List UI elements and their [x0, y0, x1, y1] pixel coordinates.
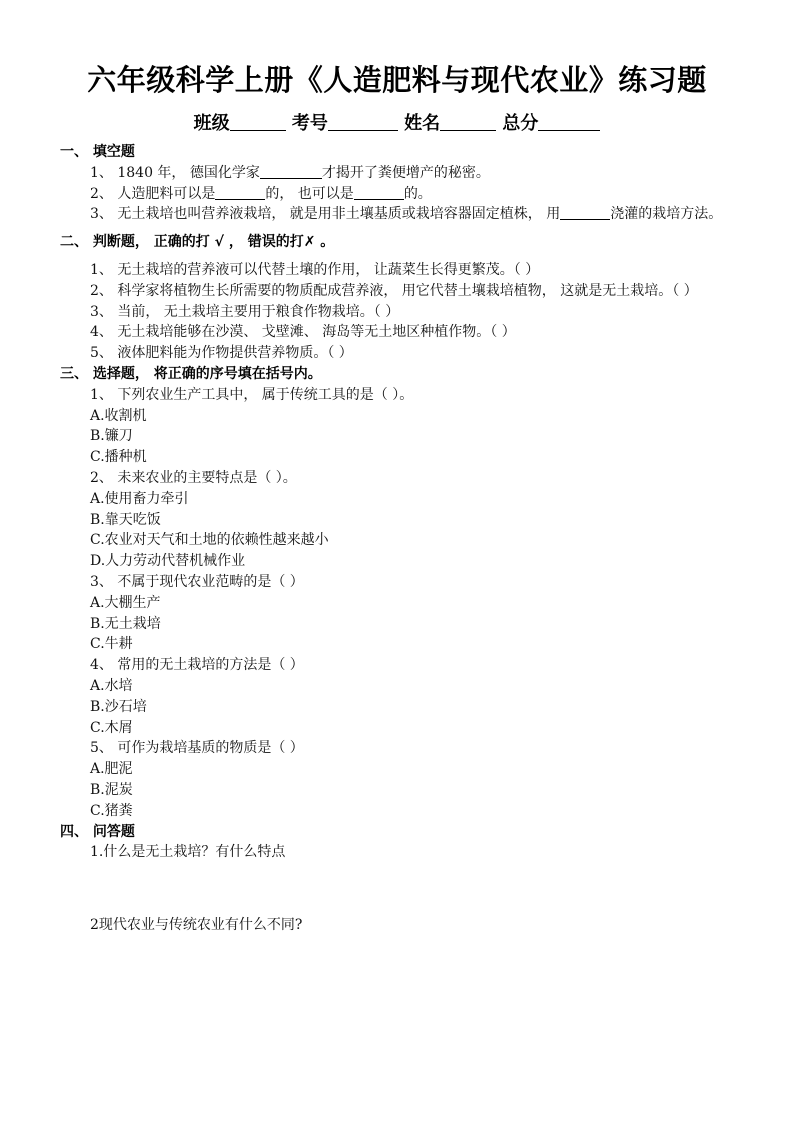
judge-item-2: 2、 科学家将植物生长所需要的物质配成营养液， 用它代替土壤栽培植物， 这就是无土栽培。（ ）	[90, 282, 698, 299]
choice-question-5: 5、 可作为栽培基质的物质是（ ）	[90, 740, 304, 757]
choice-1-option-c: C.播种机	[90, 449, 147, 466]
qa-answer-space-1[interactable]	[60, 863, 736, 915]
section-qa-heading: 四、 问答题	[60, 823, 135, 840]
name-label: 姓名	[404, 113, 441, 134]
choice-5-option-b: B.泥炭	[90, 781, 133, 798]
fill-question-3: 3、 无土栽培也叫营养液栽培， 就是用非土壤基质或栽培容器固定植株， 用 浇灌的栽培方法。	[90, 206, 723, 223]
choice-question-1: 1、 下列农业生产工具中， 属于传统工具的是（ ）。	[90, 386, 414, 403]
choice-2-option-a: A.使用畜力牵引	[90, 490, 189, 507]
choice-4-option-b: B.沙石培	[90, 698, 147, 715]
fill-blank-1[interactable]	[260, 163, 322, 179]
fill-question-2: 2、 人造肥料可以是 的， 也可以是 的。	[90, 185, 432, 202]
choice-5-option-a: A.肥泥	[90, 761, 133, 778]
choice-2-option-d: D.人力劳动代替机械作业	[90, 553, 246, 570]
exam-no-label: 考号	[291, 113, 328, 134]
choice-2-option-c: C.农业对天气和土地的依赖性越来越小	[90, 532, 329, 549]
score-blank[interactable]	[538, 112, 600, 131]
fill-question-1: 1、 1840 年， 德国化学家 才揭开了粪便增产的秘密。	[90, 164, 490, 181]
choice-2-option-b: B.靠天吃饭	[90, 511, 161, 528]
student-info-line	[0, 111, 794, 137]
choice-question-4: 4、 常用的无土栽培的方法是（ ）	[90, 657, 304, 674]
choice-3-option-b: B.无土栽培	[90, 615, 161, 632]
section-true-false-heading: 二、 判断题， 正确的打 √ ， 错误的打✗ 。	[60, 234, 335, 251]
section-fill-in-heading: 一、 填空题	[60, 144, 135, 160]
fill-blank-2b[interactable]	[354, 184, 404, 200]
class-blank[interactable]	[230, 112, 286, 131]
score-label: 总分	[502, 113, 539, 134]
choice-3-option-a: A.大棚生产	[90, 594, 161, 611]
choice-question-3: 3、 不属于现代农业范畴的是（ ）	[90, 573, 304, 590]
qa-question-2: 2现代农业与传统农业有什么不同?	[90, 917, 303, 934]
qa-question-1: 1.什么是无土栽培？有什么特点	[90, 844, 286, 861]
fill-blank-3[interactable]	[560, 204, 610, 220]
choice-1-option-a: A.收割机	[90, 407, 147, 424]
judge-item-1: 1、 无土栽培的营养液可以代替土壤的作用， 让蔬菜生长得更繁茂。（ ）	[90, 261, 540, 278]
worksheet-content	[60, 142, 736, 936]
section-choice-heading: 三、 选择题， 将正确的序号填在括号内。	[60, 365, 322, 382]
choice-question-2: 2、 未来农业的主要特点是（ ）。	[90, 469, 297, 486]
choice-4-option-c: C.木屑	[90, 719, 133, 736]
choice-5-option-c: C.猪粪	[90, 802, 133, 819]
judge-item-5: 5、 液体肥料能为作物提供营养物质。（ ）	[90, 345, 353, 362]
choice-1-option-b: B.镰刀	[90, 428, 133, 445]
class-label: 班级	[193, 113, 230, 134]
name-blank[interactable]	[440, 112, 496, 131]
judge-item-4: 4、 无土栽培能够在沙漠、 戈壁滩、 海岛等无土地区种植作物。（ ）	[90, 324, 516, 341]
judge-item-3: 3、 当前， 无土栽培主要用于粮食作物栽培。（ ）	[90, 303, 400, 320]
fill-blank-2a[interactable]	[215, 184, 265, 200]
choice-3-option-c: C.牛耕	[90, 636, 133, 653]
choice-4-option-a: A.水培	[90, 677, 133, 694]
worksheet-title: 六年级科学上册《人造肥料与现代农业》练习题	[87, 63, 707, 97]
exam-no-blank[interactable]	[328, 112, 398, 131]
